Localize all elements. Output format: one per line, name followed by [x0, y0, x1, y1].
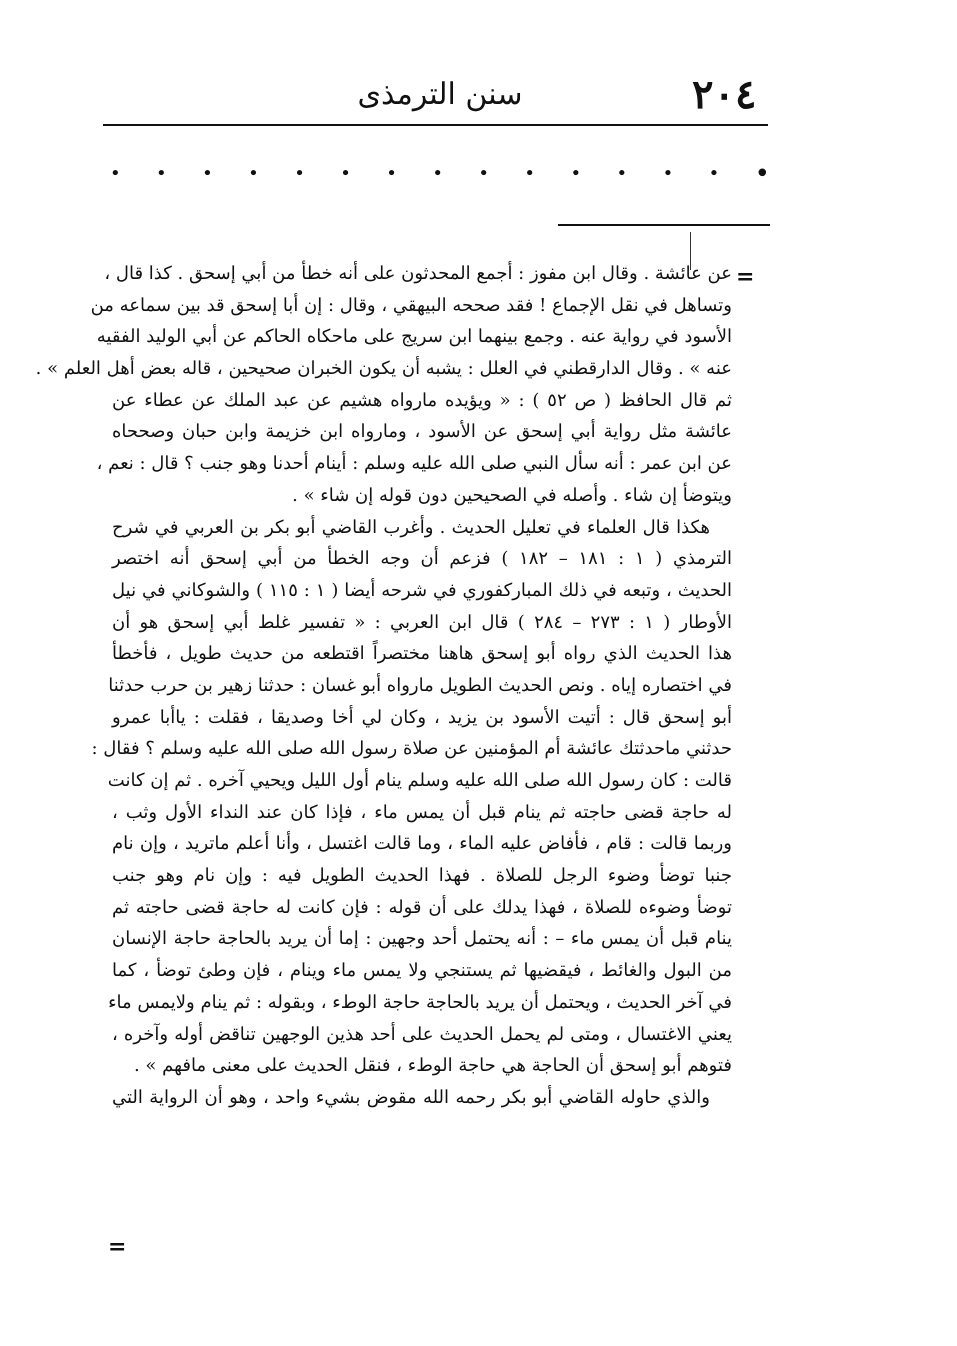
- text-line: في آخر الحديث ، ويحتمل أن يريد بالحاجة حاجة الوطء ، وبقوله : ثم ينام ولايمس ماء: [108, 991, 732, 1013]
- separator-dot: •: [386, 163, 397, 184]
- separator-dot: •: [432, 163, 443, 184]
- text-line: له حاجة قضى حاجته ثم ينام قبل أن يمس ماء ، فإذا كان عند النداء الأول وثب ،: [112, 801, 732, 823]
- text-line: ويتوضأ إن شاء . وأصله في الصحيحين دون قوله إن شاء » .: [292, 484, 732, 506]
- continuation-mark-start: =: [736, 264, 755, 290]
- text-line: ثم قال الحافظ ( ص ٥٢ ) : « ويؤيده مارواه هشيم عن عبد الملك عن عطاء عن: [112, 389, 732, 411]
- text-line: وربما قالت : قام ، فأفاض عليه الماء ، وما قالت اغتسل ، وأنا أعلم ماتريد ، وإن نام: [112, 833, 732, 855]
- separator-dot: •: [524, 163, 536, 184]
- separator-dot: •: [294, 163, 305, 184]
- separator-dot: •: [156, 163, 167, 184]
- separator-dot: •: [110, 163, 121, 184]
- separator-dot: •: [478, 163, 489, 184]
- separator-dot: •: [340, 163, 351, 184]
- text-line: هكذا قال العلماء في تعليل الحديث . وأغرب القاضي أبو بكر بن العربي في شرح: [112, 516, 710, 538]
- continuation-mark-end: =: [108, 1234, 127, 1260]
- text-line: فتوهم أبو إسحق أن الحاجة هي حاجة الوطء ، فنقل الحديث على معنى مافهم » .: [133, 1055, 732, 1077]
- text-line: وتساهل في نقل الإجماع ! فقد صححه البيهقي ، وقال : إن أبا إسحق قد بين سماعه من: [90, 294, 732, 316]
- text-line: عن عائشة . وقال ابن مفوز : أجمع المحدثون على أنه خطأ من أبي إسحق . كذا قال ،: [104, 263, 732, 284]
- text-line: أبو إسحق قال : أتيت الأسود بن يزيد ، وكان لي أخا وصديقا ، فقلت : ياأبا عمرو: [112, 706, 732, 728]
- text-line: من البول والغائط ، فيقضيها ثم يستنجي ولا يمس ماء وينام ، فإن وطئ توضأ ، كما: [112, 960, 732, 982]
- text-line: عائشة مثل رواية أبي إسحق عن الأسود ، ومارواه ابن خزيمة وابن حبان وصححاه: [112, 421, 732, 443]
- separator-dot: •: [616, 163, 628, 184]
- page-number: ٢٠٤: [692, 71, 757, 118]
- text-line: توضأ وضوءه للصلاة ، فهذا يدلك على أن قوله : فإن كانت له حاجة قضى حاجته ثم: [112, 896, 732, 918]
- text-line: في اختصاره إياه . ونص الحديث الطويل مارواه أبو غسان : حدثنا زهير بن حرب حدثنا: [108, 674, 732, 696]
- text-line: هذا الحديث الذي رواه أبو إسحق هاهنا مختصراً اقتطعه من حديث طويل ، فأخطأ: [112, 643, 732, 665]
- text-line: حدثني ماحدثتك عائشة أم المؤمنين عن صلاة رسول الله صلى الله عليه وسلم ؟ فقال :: [91, 738, 732, 760]
- text-line: الترمذي ( ١ : ١٨١ – ١٨٢ ) فزعم أن وجه الخطأ من أبي إسحق أنه اختصر: [112, 548, 732, 570]
- text-line: جنبا توضأ وضوء الرجل للصلاة . فهذا الحديث الطويل فيه : وإن نام وهو جنب: [112, 865, 732, 887]
- text-line: والذي حاوله القاضي أبو بكر رحمه الله مقوض بشيء واحد ، وهو أن الرواية التي: [112, 1086, 710, 1108]
- footnote-text: [35, 258, 732, 1114]
- separator-dot: •: [754, 159, 770, 189]
- separator-dots: [110, 159, 770, 189]
- text-line: الأسود في رواية عنه . وجمع بينهما ابن سريج على ماحكاه الحاكم عن أبي الوليد الفقيه: [96, 326, 732, 348]
- text-line: عنه » . وقال الدارقطني في العلل : يشبه أن يكون الخبران صحيحين ، قاله بعض أهل العلم » .: [35, 358, 732, 380]
- separator-dot: •: [248, 163, 259, 184]
- text-line: يعني الاغتسال ، ومتى لم يحمل الحديث على أحد هذين الوجهين تناقض أوله وآخره ،: [112, 1023, 732, 1045]
- separator-dot: •: [202, 163, 213, 184]
- text-line: قالت : كان رسول الله صلى الله عليه وسلم ينام أول الليل ويحيي آخره . ثم إن كانت: [107, 770, 732, 791]
- footnote-rule: [558, 224, 770, 226]
- separator-dot: •: [662, 163, 674, 184]
- header-rule: [103, 124, 768, 126]
- text-line: عن ابن عمر : أنه سأل النبي صلى الله عليه وسلم : أينام أحدنا وهو جنب ؟ قال : نعم ،: [96, 453, 732, 475]
- text-line: الحديث ، وتبعه في ذلك المباركفوري في شرحه أيضا ( ١ : ١١٥ ) والشوكاني في نيل: [112, 579, 732, 601]
- separator-dot: •: [708, 163, 720, 184]
- separator-dot: •: [570, 163, 582, 184]
- text-line: الأوطار ( ١ : ٢٧٣ – ٢٨٤ ) قال ابن العربي : « تفسير غلط أبي إسحق هو أن: [112, 611, 732, 633]
- running-title: سنن الترمذى: [357, 77, 523, 112]
- text-line: ينام قبل أن يمس ماء – : أنه يحتمل أحد وجهين : إما أن يريد بالحاجة حاجة الإنسان: [112, 928, 732, 950]
